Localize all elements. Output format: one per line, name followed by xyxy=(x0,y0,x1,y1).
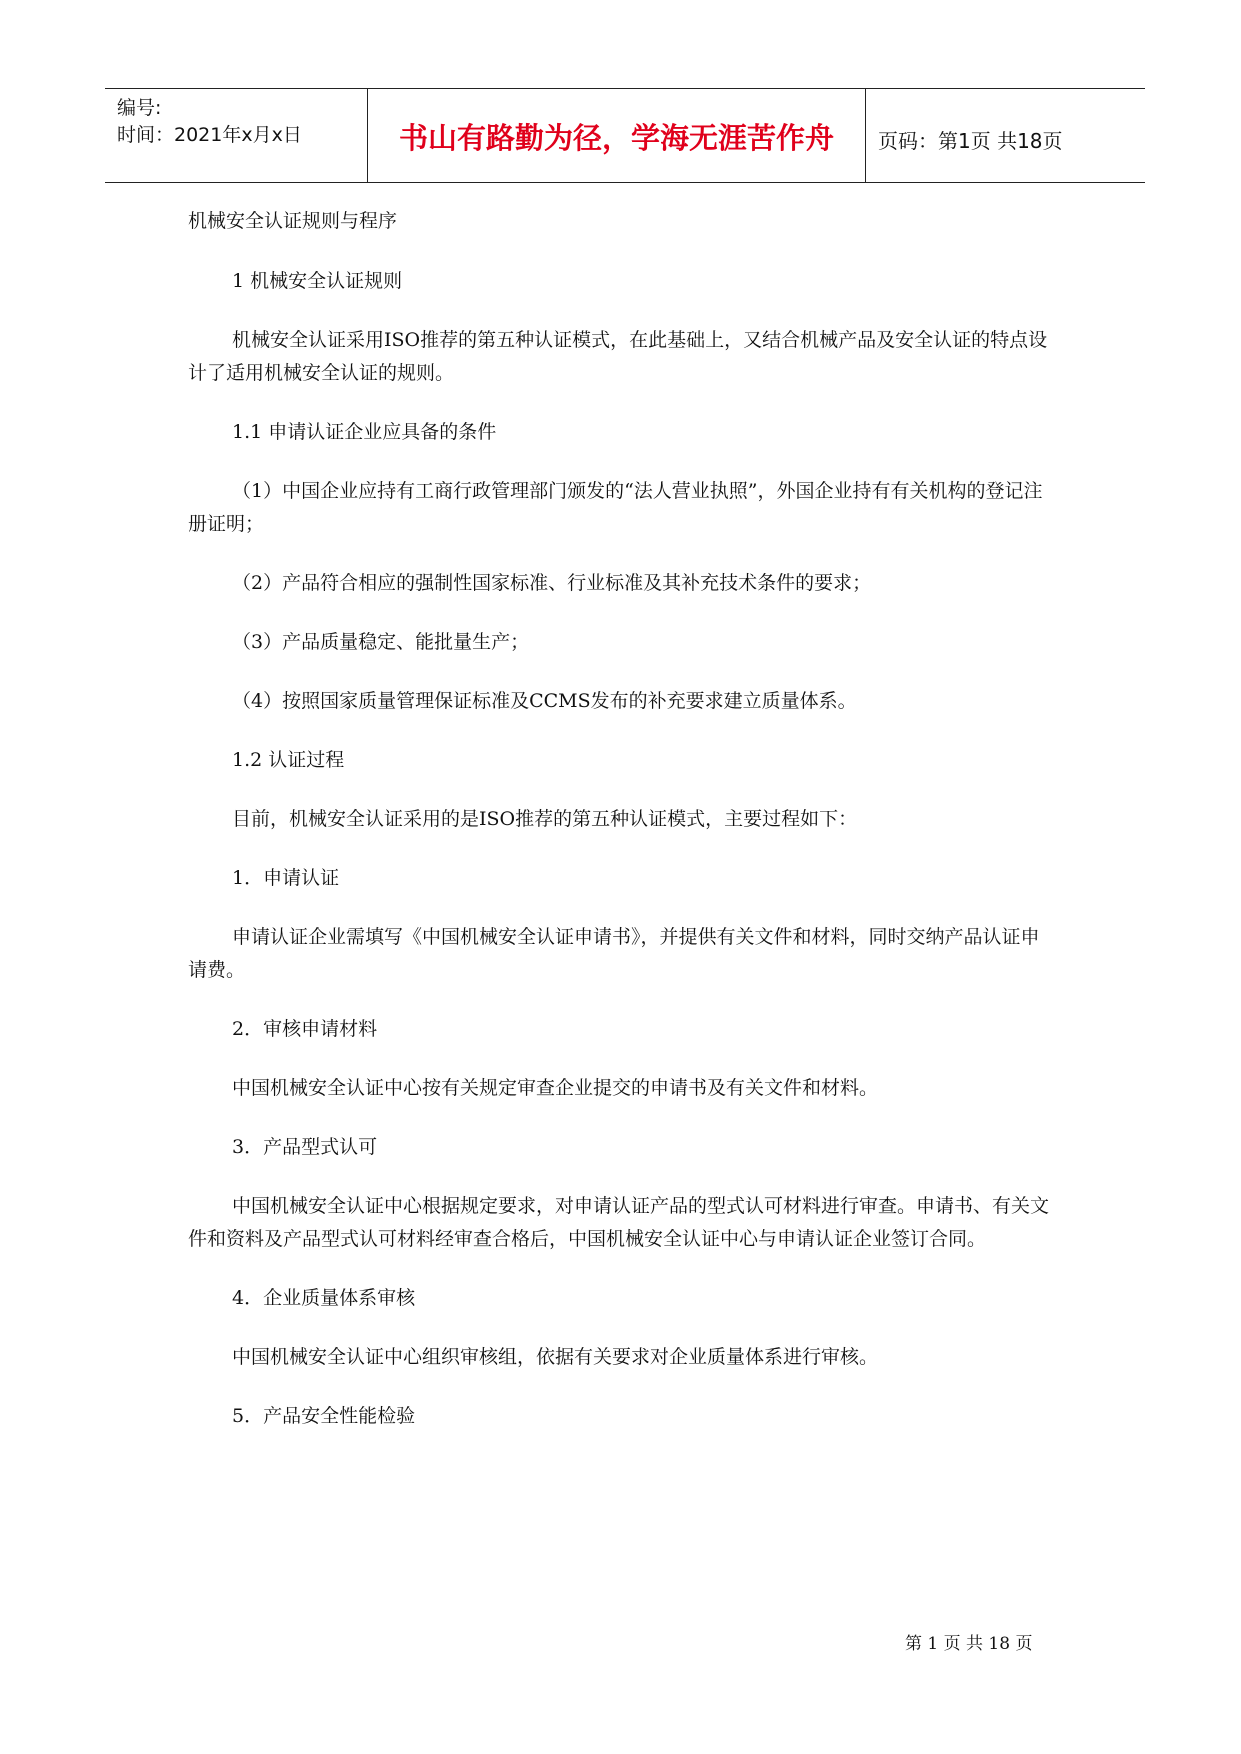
paragraph-13: 中国机械安全认证中心按有关规定审查企业提交的申请书及有关文件和材料。 xyxy=(232,1077,879,1099)
header-page-info: 页码：第1页 共18页 xyxy=(878,129,1063,153)
paragraph-11: 申请认证企业需填写《中国机械安全认证申请书》，并提供有关文件和材料，同时交纳产品认证申请费。 xyxy=(188,926,1040,981)
paragraph-14: 3．产品型式认可 xyxy=(232,1136,378,1158)
page-header xyxy=(105,88,1145,183)
paragraph-17: 中国机械安全认证中心组织审核组，依据有关要求对企业质量体系进行审核。 xyxy=(232,1346,879,1368)
paragraph-8: 1.2 认证过程 xyxy=(232,749,345,771)
paragraph-15: 中国机械安全认证中心根据规定要求，对申请认证产品的型式认可材料进行审查。申请书、有关文件和资料及产品型式认可材料经审查合格后，中国机械安全认证中心与申请认证企业签订合同。 xyxy=(188,1195,1050,1250)
paragraph-2: 机械安全认证采用ISO推荐的第五种认证模式，在此基础上，又结合机械产品及安全认证的特点设计了适用机械安全认证的规则。 xyxy=(188,329,1048,384)
paragraph-7: （4）按照国家质量管理保证标准及CCMS发布的补充要求建立质量体系。 xyxy=(232,690,857,712)
paragraph-9: 目前，机械安全认证采用的是ISO推荐的第五种认证模式，主要过程如下： xyxy=(232,808,858,830)
paragraph-4: （1）中国企业应持有工商行政管理部门颁发的“法人营业执照”，外国企业持有有关机构的登记注册证明； xyxy=(188,480,1043,535)
paragraph-10: 1．申请认证 xyxy=(232,867,340,889)
motto-text: 书山有路勤为径，学海无涯苦作舟 xyxy=(398,121,834,155)
header-motto-cell xyxy=(368,89,866,182)
paragraph-5: （2）产品符合相应的强制性国家标准、行业标准及其补充技术条件的要求； xyxy=(232,572,872,594)
paragraph-18: 5．产品安全性能检验 xyxy=(232,1405,416,1427)
time-label: 时间：2021年x月x日 xyxy=(117,124,302,146)
paragraph-6: （3）产品质量稳定、能批量生产； xyxy=(232,631,530,653)
serial-number-label: 编号: xyxy=(117,97,162,119)
paragraph-16: 4．企业质量体系审核 xyxy=(232,1287,416,1309)
footer-page-number: 第 1 页 共 18 页 xyxy=(905,1634,1033,1654)
document-body xyxy=(188,205,1058,1433)
paragraph-1: 1 机械安全认证规则 xyxy=(232,270,403,292)
header-page-cell xyxy=(866,89,1145,182)
document-title: 机械安全认证规则与程序 xyxy=(188,210,398,232)
paragraph-12: 2．审核申请材料 xyxy=(232,1018,378,1040)
paragraph-3: 1.1 申请认证企业应具备的条件 xyxy=(232,421,497,443)
header-info-cell xyxy=(105,89,368,182)
